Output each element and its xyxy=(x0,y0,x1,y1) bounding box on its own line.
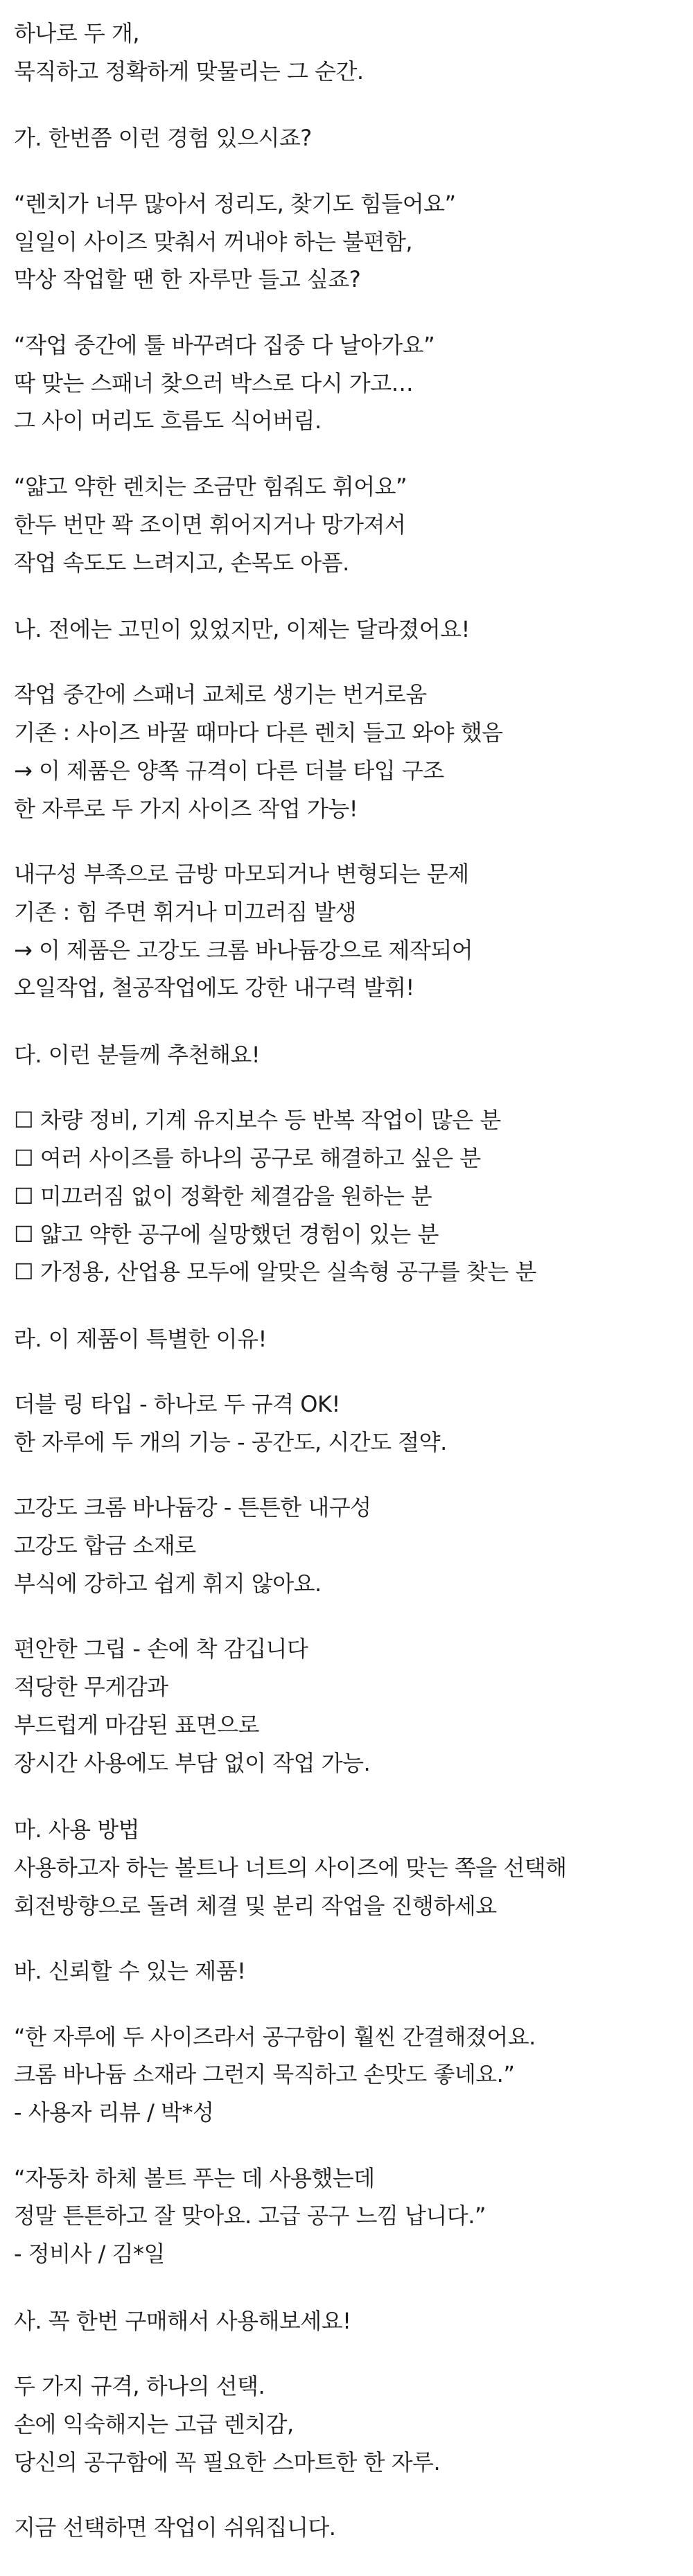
text-line: 일일이 사이즈 맞춰서 꺼내야 하는 불편함, xyxy=(14,229,413,255)
quote-line: “얇고 약한 렌치는 조금만 힘줘도 휘어요” xyxy=(14,473,407,500)
text-line: 적당한 무게감과 xyxy=(14,1674,168,1700)
text-line: 내구성 부족으로 금방 마모되거나 변형되는 문제 xyxy=(14,861,469,887)
quote-line: “작업 중간에 툴 바꾸려다 집중 다 날아가요” xyxy=(14,332,435,358)
checklist-item: ☐ 얇고 약한 공구에 실망했던 경험이 있는 분 xyxy=(14,1221,439,1247)
text-line: 당신의 공구함에 꼭 필요한 스마트한 한 자루. xyxy=(14,2449,441,2476)
text-line: 한 자루로 두 가지 사이즈 작업 가능! xyxy=(14,796,358,822)
review-author: - 정비사 / 김*일 xyxy=(14,2241,165,2267)
text-line: → 이 제품은 양쪽 규격이 다른 더블 타입 구조 xyxy=(14,757,444,784)
quote-line: “렌치가 너무 많아서 정리도, 찾기도 힘들어요” xyxy=(14,191,456,217)
checklist-item: ☐ 여러 사이즈를 하나의 공구로 해결하고 싶은 분 xyxy=(14,1145,481,1171)
section-heading: 마. 사용 방법 xyxy=(14,1816,140,1843)
review-author: - 사용자 리뷰 / 박*성 xyxy=(14,2099,214,2126)
text-line: 손에 익숙해지는 고급 렌치감, xyxy=(14,2411,294,2437)
quote-line: 크롬 바나듐 소재라 그런지 묵직하고 손맛도 좋네요.” xyxy=(14,2061,515,2087)
text-line: 딱 맞는 스패너 찾으러 박스로 다시 가고… xyxy=(14,370,414,396)
quote-line: 정말 튼튼하고 잘 맞아요. 고급 공구 느낌 납니다.” xyxy=(14,2202,486,2229)
text-line: 장시간 사용에도 부담 없이 작업 가능. xyxy=(14,1750,371,1776)
text-line: 한두 번만 꽉 조이면 휘어지거나 망가져서 xyxy=(14,511,406,538)
quote-line: “자동차 하체 볼트 푸는 데 사용했는데 xyxy=(14,2165,375,2191)
checklist-item: ☐ 미끄러짐 없이 정확한 체결감을 원하는 분 xyxy=(14,1183,432,1209)
text-line: 고강도 크롬 바나듐강 - 튼튼한 내구성 xyxy=(14,1494,371,1521)
text-line: 한 자루에 두 개의 기능 - 공간도, 시간도 절약. xyxy=(14,1429,447,1455)
text-line: 더블 링 타입 - 하나로 두 규격 OK! xyxy=(14,1391,340,1417)
text-line: 그 사이 머리도 흐름도 식어버림. xyxy=(14,408,322,434)
text-line: 막상 작업할 땐 한 자루만 들고 싶죠? xyxy=(14,266,361,292)
text-line: 오일작업, 철공작업에도 강한 내구력 발휘! xyxy=(14,974,414,1001)
section-heading: 다. 이런 분들께 추천해요! xyxy=(14,1042,261,1068)
text-line: 작업 중간에 스패너 교체로 생기는 번거로움 xyxy=(14,681,427,708)
text-line: 편안한 그립 - 손에 착 감깁니다 xyxy=(14,1636,308,1662)
text-line: 고강도 합금 소재로 xyxy=(14,1532,196,1559)
checklist-item: ☐ 차량 정비, 기계 유지보수 등 반복 작업이 많은 분 xyxy=(14,1107,501,1133)
text-line: 사용하고자 하는 볼트나 너트의 사이즈에 맞는 쪽을 선택해 xyxy=(14,1855,567,1881)
section-heading: 가. 한번쯤 이런 경험 있으시죠? xyxy=(14,125,312,151)
text-line: 하나로 두 개, xyxy=(14,20,140,46)
text-line: 기존 : 힘 주면 휘거나 미끄러짐 발생 xyxy=(14,899,357,925)
quote-line: “한 자루에 두 사이즈라서 공구함이 훨씬 간결해졌어요. xyxy=(14,2024,536,2050)
text-line: 묵직하고 정확하게 맞물리는 그 순간. xyxy=(14,58,364,85)
text-line: 기존 : 사이즈 바꿀 때마다 다른 렌치 들고 와야 했음 xyxy=(14,719,503,746)
text-line: → 이 제품은 고강도 크롬 바나듐강으로 제작되어 xyxy=(14,937,473,963)
text-line: 회전방향으로 돌려 체결 및 분리 작업을 진행하세요 xyxy=(14,1893,497,1919)
section-heading: 바. 신뢰할 수 있는 제품! xyxy=(14,1958,246,1984)
text-line: 부드럽게 마감된 표면으로 xyxy=(14,1712,259,1738)
text-line: 두 가지 규격, 하나의 선택. xyxy=(14,2373,265,2399)
text-line: 작업 속도도 느려지고, 손목도 아픔. xyxy=(14,550,349,576)
section-heading: 라. 이 제품이 특별한 이유! xyxy=(14,1326,267,1352)
checklist-item: ☐ 가정용, 산업용 모두에 알맞은 실속형 공구를 찾는 분 xyxy=(14,1259,536,1285)
text-line: 부식에 강하고 쉽게 휘지 않아요. xyxy=(14,1570,322,1597)
text-line: 지금 선택하면 작업이 쉬워집니다. xyxy=(14,2514,336,2541)
section-heading: 사. 꼭 한번 구매해서 사용해보세요! xyxy=(14,2308,351,2334)
section-heading: 나. 전에는 고민이 있었지만, 이제는 달라졌어요! xyxy=(14,616,470,642)
